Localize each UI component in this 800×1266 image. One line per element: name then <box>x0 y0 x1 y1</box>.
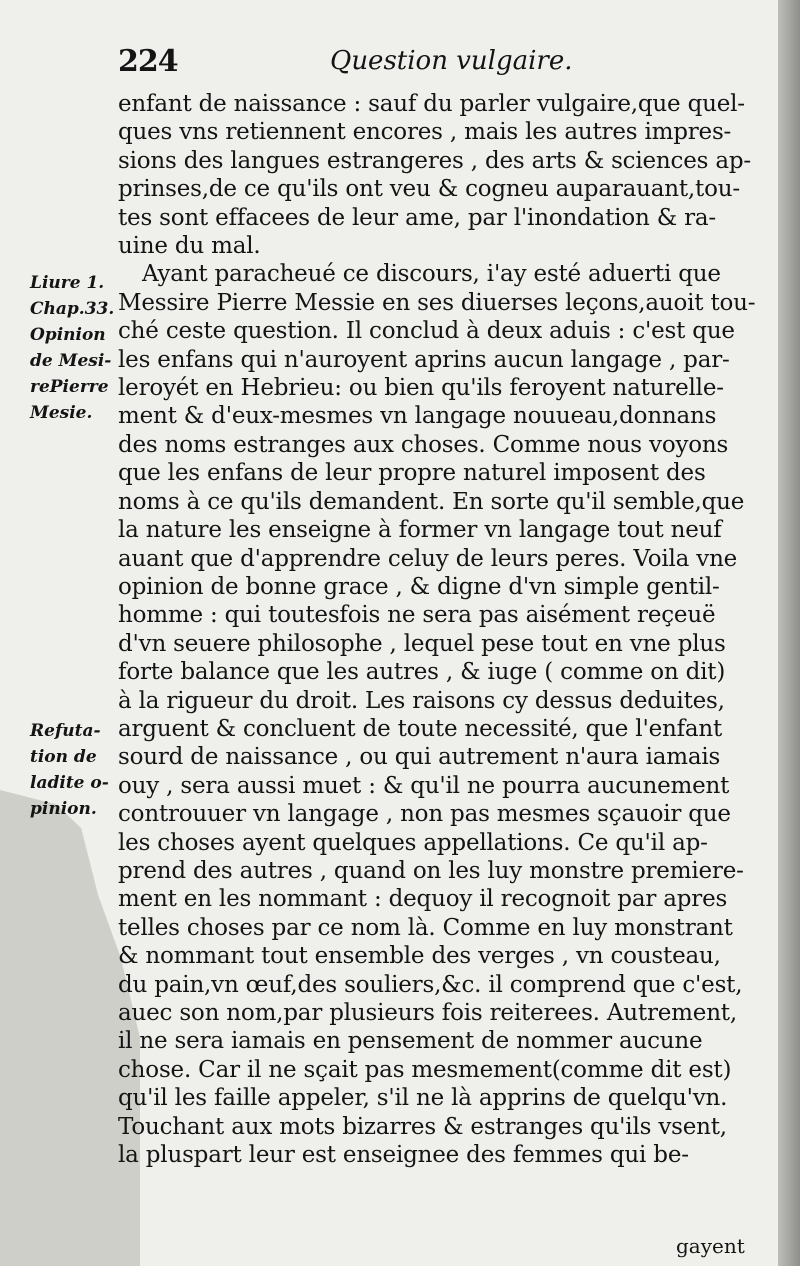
text-line: la pluspart leur est enseignee des femmes qui be- <box>118 1142 689 1169</box>
text-line: arguent & concluent de toute necessité, que l'enfant <box>118 715 723 742</box>
text-line: enfant de naissance : sauf du parler vulgaire,que quel- <box>118 91 745 117</box>
text-line: leroyét en Hebrieu: ou bien qu'ils feroyent naturelle- <box>118 375 724 402</box>
margin-note-line: tion de <box>30 747 97 767</box>
text-line: ché ceste question. Il conclud à deux aduis : c'est que <box>118 318 735 345</box>
margin-note-line: Opinion <box>30 325 106 345</box>
text-line: & nommant tout ensemble des verges , vn cousteau, <box>118 943 721 970</box>
text-line: Touchant aux mots bizarres & estranges qu'ils vsent, <box>118 1113 727 1140</box>
text-line: il ne sera iamais en pensement de nommer aucune <box>118 1028 703 1055</box>
text-line: auant que d'apprendre celuy de leurs peres. Voila vne <box>118 545 738 572</box>
text-line: qu'il les faille appeler, s'il ne là apprins de quelqu'vn. <box>118 1085 728 1112</box>
margin-note-line: Refuta- <box>30 721 101 741</box>
paragraph-start-line: Ayant paracheué ce discours, i'ay esté aduerti que <box>142 261 721 288</box>
catchword: gayent <box>676 1234 745 1258</box>
text-line: ment & d'eux-mesmes vn langage nouueau,donnans <box>118 403 717 430</box>
margin-note-line: Chap.33. <box>30 299 115 319</box>
text-line: homme : qui toutesfois ne sera pas aisément reçeuë <box>118 602 716 629</box>
margin-note-line: ladite o- <box>30 773 109 793</box>
text-line: des noms estranges aux choses. Comme nous voyons <box>118 431 729 458</box>
text-line: sions des langues estrangeres , des arts & sciences ap- <box>118 147 751 174</box>
text-line: telles choses par ce nom là. Comme en luy monstrant <box>118 914 733 941</box>
margin-note-refutation <box>30 718 130 822</box>
margin-note-line: rePierre <box>30 377 109 397</box>
text-line: la nature les enseigne à former vn langage tout neuf <box>118 517 722 544</box>
page-header <box>118 44 718 84</box>
running-head: Question vulgaire. <box>330 46 573 76</box>
text-line: uine du mal. <box>118 233 261 260</box>
text-line: ques vns retiennent encores , mais les autres impres- <box>118 119 732 146</box>
margin-note-line: Liure 1. <box>30 273 105 293</box>
text-line: auec son nom,par plusieurs fois reiterees. Autrement, <box>118 1000 737 1026</box>
body-text <box>118 90 758 1169</box>
text-line: prend des autres , quand on les luy monstre premiere- <box>118 857 744 884</box>
text-line: à la rigueur du droit. Les raisons cy dessus deduites, <box>118 687 725 714</box>
text-line: prinses,de ce qu'ils ont veu & cogneu auparauant,tou- <box>118 176 740 203</box>
margin-note-chapter-reference <box>30 270 130 426</box>
text-line: Messire Pierre Messie en ses diuerses leçons,auoit tou- <box>118 289 756 316</box>
text-line: controuuer vn langage , non pas mesmes sçauoir que <box>118 801 731 828</box>
text-line: d'vn seuere philosophe , lequel pese tout en vne plus <box>118 630 726 657</box>
text-line: noms à ce qu'ils demandent. En sorte qu'il semble,que <box>118 488 745 515</box>
text-line: du pain,vn œuf,des souliers,&c. il comprend que c'est, <box>118 971 743 998</box>
margin-note-line: de Mesi- <box>30 351 112 371</box>
margin-note-line: Mesie. <box>30 403 93 423</box>
text-line: ouy , sera aussi muet : & qu'il ne pourra aucunement <box>118 772 730 799</box>
page-edge-shadow <box>778 0 800 1266</box>
text-line: que les enfans de leur propre naturel imposent des <box>118 460 706 487</box>
text-line: ment en les nommant : dequoy il recognoit par apres <box>118 886 728 913</box>
text-line: sourd de naissance , ou qui autrement n'aura iamais <box>118 744 721 771</box>
text-line: les choses ayent quelques appellations. Ce qu'il ap- <box>118 829 708 856</box>
text-line: forte balance que les autres , & iuge ( comme on dit) <box>118 659 726 686</box>
margin-note-line: pinion. <box>30 799 97 819</box>
text-line: opinion de bonne grace , & digne d'vn simple gentil- <box>118 573 720 600</box>
text-line: tes sont effacees de leur ame, par l'inondation & ra- <box>118 204 716 231</box>
page-number: 224 <box>118 44 178 79</box>
text-line: les enfans qui n'auroyent aprins aucun langage , par- <box>118 346 730 373</box>
text-line: chose. Car il ne sçait pas mesmement(comme dit est) <box>118 1056 732 1083</box>
